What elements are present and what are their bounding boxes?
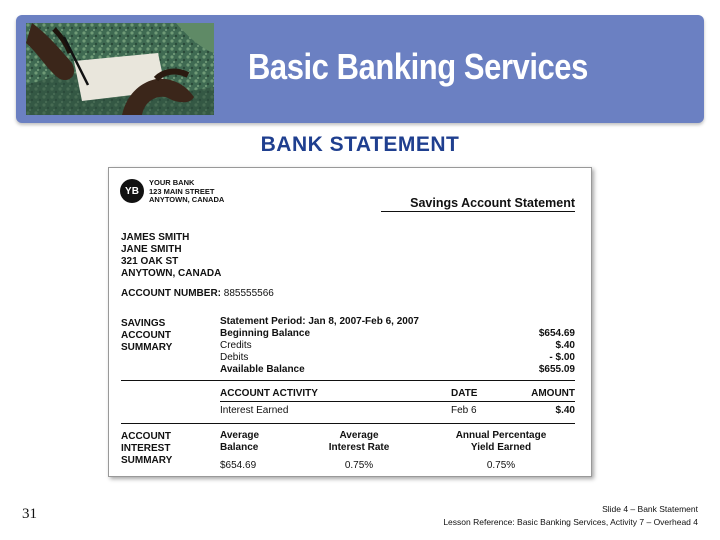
summary-row-label: Debits: [220, 352, 249, 363]
summary-row-beginning-balance: [220, 328, 575, 340]
amount-header: AMOUNT: [531, 388, 575, 399]
holder-line: JAMES SMITH: [121, 232, 190, 243]
summary-row-label: Credits: [220, 340, 252, 351]
summary-label-line: SAVINGS: [121, 318, 166, 329]
activity-header: ACCOUNT ACTIVITY: [220, 388, 318, 399]
column-value: 0.75%: [486, 460, 516, 471]
column-value: $654.69: [220, 460, 257, 471]
footer-lesson-reference: Lesson Reference: Basic Banking Services, Activity 7 – Overhead 4: [443, 517, 698, 527]
summary-row-value: $654.69: [538, 328, 575, 339]
activity-amount: $.40: [555, 405, 575, 416]
activity-description: Interest Earned: [220, 405, 289, 416]
account-number-label: ACCOUNT NUMBER:: [121, 288, 221, 299]
interest-label-line: SUMMARY: [121, 455, 173, 466]
summary-row-label: Beginning Balance: [220, 328, 311, 339]
section-divider: [121, 380, 575, 381]
holder-line: 321 OAK ST: [121, 256, 179, 267]
summary-label-line: SUMMARY: [121, 342, 173, 353]
activity-date: Feb 6: [451, 405, 477, 416]
bank-statement: [108, 167, 592, 477]
summary-row-label: Available Balance: [220, 364, 305, 375]
summary-row-value: $655.09: [538, 364, 575, 375]
heading-divider: [381, 211, 575, 212]
column-header-line: Annual Percentage: [455, 430, 547, 441]
slide-footer: [443, 503, 698, 529]
holder-line: JANE SMITH: [121, 244, 182, 255]
date-header: DATE: [451, 388, 478, 399]
summary-label-line: ACCOUNT: [121, 330, 171, 341]
banner-title: Basic Banking Services: [248, 46, 588, 87]
hands-writing-photo: [26, 23, 214, 115]
summary-row-value: - $.00: [549, 352, 575, 363]
holder-line: ANYTOWN, CANADA: [121, 268, 222, 279]
summary-row-credits: [220, 340, 575, 352]
column-header-line: Yield Earned: [470, 442, 532, 453]
column-header-line: Average: [339, 430, 379, 441]
bank-address-line: YOUR BANK: [149, 178, 195, 187]
average-balance-column: [220, 430, 259, 472]
column-value: 0.75%: [344, 460, 374, 471]
bank-logo: YB: [120, 179, 144, 203]
interest-label-line: INTEREST: [121, 443, 171, 454]
bank-address: [149, 179, 224, 205]
average-interest-rate-column: [314, 430, 404, 472]
interest-label-line: ACCOUNT: [121, 431, 171, 442]
document-title: BANK STATEMENT: [260, 133, 460, 156]
summary-row-available-balance: [220, 364, 575, 376]
bank-address-line: 123 MAIN STREET: [149, 186, 215, 196]
savings-summary-label: [121, 318, 172, 354]
account-holder-address: [121, 232, 221, 280]
summary-row-debits: [220, 352, 575, 364]
bank-address-line: ANYTOWN, CANADA: [149, 195, 225, 204]
activity-header-divider: [220, 401, 575, 402]
account-number-value: 885555566: [223, 288, 274, 299]
column-header-line: Balance: [220, 442, 259, 453]
account-number: [121, 288, 274, 299]
interest-summary-label: [121, 431, 172, 467]
page-number: 31: [22, 506, 37, 522]
statement-heading: Savings Account Statement: [410, 196, 575, 210]
column-header-line: Interest Rate: [328, 442, 390, 453]
annual-yield-column: [444, 430, 558, 472]
summary-row-value: $.40: [555, 340, 575, 351]
footer-slide-title: Slide 4 – Bank Statement: [602, 504, 698, 514]
section-divider: [121, 423, 575, 424]
column-header-line: Average: [220, 430, 260, 441]
statement-period: Statement Period: Jan 8, 2007-Feb 6, 2007: [220, 316, 419, 327]
